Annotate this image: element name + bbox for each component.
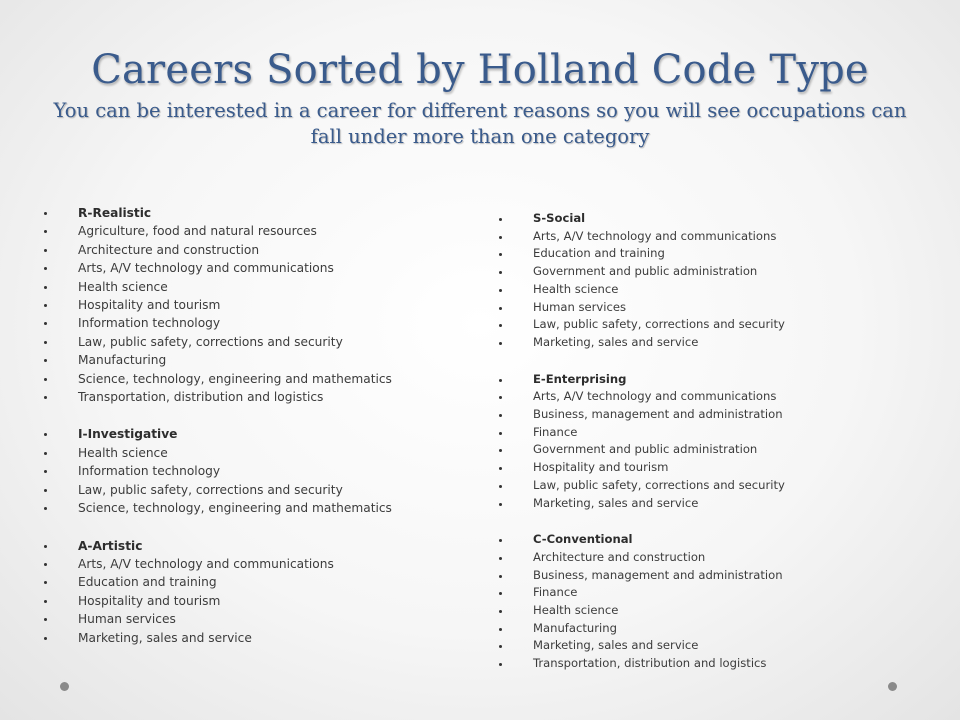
list-item: Education and training [44, 573, 464, 591]
slide-subtitle: You can be interested in a career for different reasons so you will see occupations can fall under more than one category [53, 99, 907, 148]
list-item: Education and training [499, 245, 919, 263]
category-heading-social: S-Social [499, 210, 919, 228]
list-item: Manufacturing [44, 351, 464, 369]
list-item: Finance [499, 584, 919, 602]
list-item: Marketing, sales and service [499, 334, 919, 352]
list-item: Health science [44, 444, 464, 462]
category-heading-realistic: R-Realistic [44, 204, 464, 222]
list-item: Hospitality and tourism [44, 592, 464, 610]
list-item: Health science [499, 602, 919, 620]
list-item: Government and public administration [499, 441, 919, 459]
category-heading-enterprising: E-Enterprising [499, 371, 919, 389]
list-item: Transportation, distribution and logistics [499, 655, 919, 673]
list-item: Science, technology, engineering and mathematics [44, 370, 464, 388]
list-item: Marketing, sales and service [44, 629, 464, 647]
list-item: Law, public safety, corrections and security [499, 316, 919, 334]
list-item: Hospitality and tourism [499, 459, 919, 477]
list-item: Marketing, sales and service [499, 495, 919, 513]
category-heading-artistic: A-Artistic [44, 537, 464, 555]
list-item: Hospitality and tourism [44, 296, 464, 314]
slide-title: Careers Sorted by Holland Code Type [91, 47, 869, 93]
list-item: Law, public safety, corrections and security [44, 481, 464, 499]
list-item: Science, technology, engineering and mathematics [44, 499, 464, 517]
category-heading-conventional: C-Conventional [499, 531, 919, 549]
list-item: Information technology [44, 314, 464, 332]
left-column [44, 204, 464, 647]
corner-dot-right [888, 682, 897, 691]
list-item: Transportation, distribution and logistics [44, 388, 464, 406]
list-item: Information technology [44, 462, 464, 480]
list-item: Business, management and administration [499, 406, 919, 424]
list-item: Health science [499, 281, 919, 299]
list-item: Law, public safety, corrections and security [499, 477, 919, 495]
title-block [40, 46, 920, 150]
corner-dot-left [60, 682, 69, 691]
list-item: Human services [499, 299, 919, 317]
list-item: Arts, A/V technology and communications [499, 388, 919, 406]
list-item: Architecture and construction [44, 241, 464, 259]
right-column [499, 210, 919, 673]
list-item: Business, management and administration [499, 567, 919, 585]
list-item: Architecture and construction [499, 549, 919, 567]
list-item: Agriculture, food and natural resources [44, 222, 464, 240]
list-item: Government and public administration [499, 263, 919, 281]
list-item: Finance [499, 424, 919, 442]
list-item: Arts, A/V technology and communications [499, 228, 919, 246]
list-item: Manufacturing [499, 620, 919, 638]
list-item: Arts, A/V technology and communications [44, 555, 464, 573]
list-item: Arts, A/V technology and communications [44, 259, 464, 277]
list-item: Marketing, sales and service [499, 637, 919, 655]
list-item: Human services [44, 610, 464, 628]
category-heading-investigative: I-Investigative [44, 425, 464, 443]
list-item: Law, public safety, corrections and security [44, 333, 464, 351]
list-item: Health science [44, 278, 464, 296]
